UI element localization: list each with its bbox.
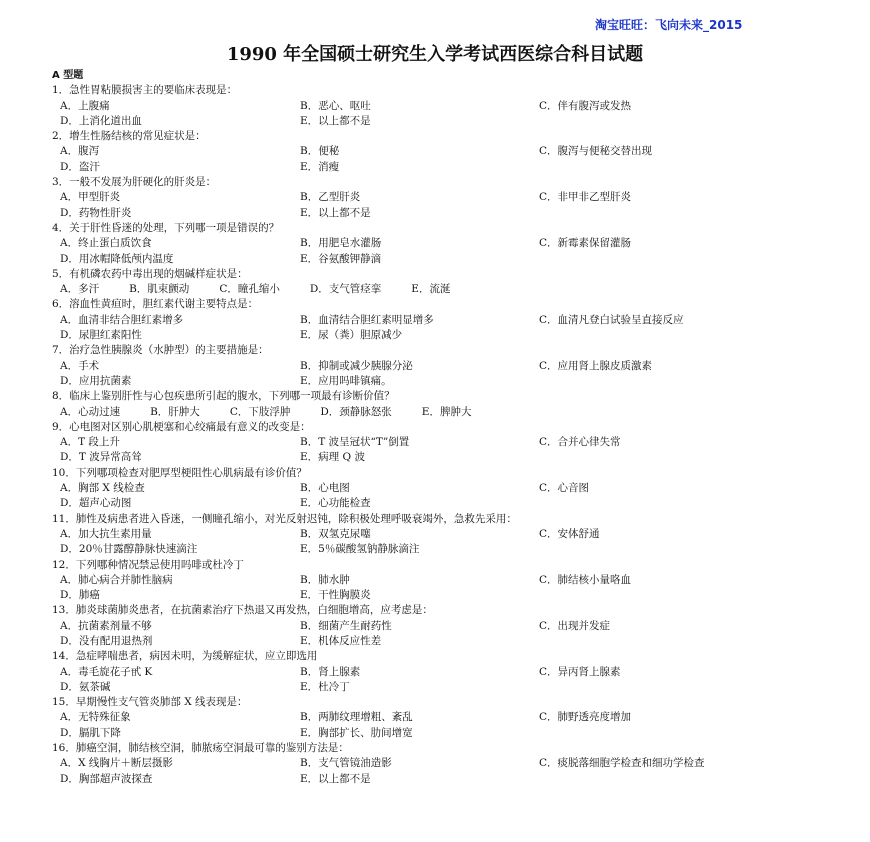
- answer-option: C．痰脱落细胞学检查和细功学检查: [539, 757, 705, 770]
- answer-option: B．用肥皂水灌肠: [300, 237, 382, 250]
- answer-option: D．肺癌: [60, 589, 100, 602]
- answer-option: E．以上都不是: [300, 114, 371, 127]
- answer-option: C．伴有腹泻或发热: [539, 99, 632, 112]
- question-stem: 2．增生性肠结核的常见症状是：: [52, 130, 206, 143]
- answer-option: B．恶心、呕吐: [300, 99, 371, 112]
- answer-option: D．胸部超声波探查: [60, 772, 153, 785]
- answer-option: C．新霉素保留灌肠: [539, 237, 632, 250]
- answer-option: D．盗汗: [60, 160, 100, 173]
- question-stem: 14．急症哮喘患者，病因未明，为缓解症状，应立即选用: [52, 650, 318, 663]
- page-title: 1990 年全国硕士研究生入学考试西医综合科目试题: [226, 44, 644, 65]
- answer-option: A．抗菌素剂量不够: [60, 619, 152, 632]
- option-row: [52, 619, 852, 634]
- option-row: [52, 252, 852, 267]
- option-row: [52, 527, 852, 542]
- option-row: [52, 680, 852, 695]
- answer-option: D．超声心动图: [60, 497, 132, 510]
- answer-option: C．血清凡登白试验呈直接反应: [539, 313, 684, 326]
- answer-option: B．肺水肿: [300, 573, 350, 586]
- answer-option: E．流涎: [411, 283, 451, 296]
- answer-option: E．脾肿大: [421, 405, 472, 418]
- answer-option: E．胸部扩长、肋间增宽: [300, 726, 413, 739]
- option-row: [52, 634, 852, 649]
- option-row: [52, 144, 852, 159]
- answer-option: A．毒毛旋花子甙 K: [60, 665, 153, 678]
- answer-option: A．手术: [60, 359, 100, 372]
- answer-option: C．肺结核小量咯血: [539, 573, 632, 586]
- answer-option: B．乙型肝炎: [300, 191, 361, 204]
- answer-option: B．两肺纹理增粗、紊乱: [300, 711, 413, 724]
- answer-option: D．药物性肝炎: [60, 206, 132, 219]
- answer-option: E．谷氨酸钾静滴: [300, 252, 382, 265]
- option-row: [52, 573, 852, 588]
- answer-option: A．上腹痛: [60, 99, 110, 112]
- option-row: [52, 496, 852, 511]
- option-row: [52, 114, 852, 129]
- answer-option: E．干性胸膜炎: [300, 589, 371, 602]
- answer-option: A．肺心病合并肺性脑病: [60, 573, 173, 586]
- option-row: [52, 665, 852, 680]
- answer-option: B．心电图: [300, 482, 350, 495]
- option-row: [52, 313, 852, 328]
- answer-option: C．应用肾上腺皮质激素: [539, 359, 653, 372]
- answer-option: C．合并心律失常: [539, 436, 621, 449]
- question-stem: 13．肺炎球菌肺炎患者，在抗菌素治疗下热退又再发热，白细胞增高，应考虑是：: [52, 604, 433, 617]
- answer-option: D．尿胆红素阳性: [60, 329, 142, 342]
- answer-option: D．20％甘露醇静脉快速滴注: [60, 543, 198, 556]
- question-list: [52, 68, 852, 787]
- section-heading: A 型题: [52, 70, 84, 81]
- answer-option: E．5％碳酸氢钠静脉滴注: [300, 543, 420, 556]
- answer-option: A．甲型肝炎: [60, 191, 121, 204]
- answer-option: A．血清非结合胆红素增多: [60, 313, 184, 326]
- answer-option: C．瞳孔缩小: [219, 283, 280, 296]
- answer-option: E．以上都不是: [300, 772, 371, 785]
- answer-option: B．肝肿大: [150, 405, 200, 418]
- option-row: [52, 450, 852, 465]
- answer-option: A．无特殊征象: [60, 711, 131, 724]
- answer-option: A．胸部 X 线检查: [60, 482, 145, 495]
- answer-option: D．颈静脉怒张: [320, 405, 392, 418]
- question-stem: 7．治疗急性胰腺炎（水肿型）的主要措施是：: [52, 344, 269, 357]
- answer-option: C．下肢浮肿: [229, 405, 291, 418]
- question-stem: 1．急性胃粘膜损害主的要临床表现是：: [52, 84, 238, 97]
- option-row: [52, 588, 852, 603]
- answer-option: D．支气管痉挛: [309, 283, 382, 296]
- answer-option: D．氨茶碱: [60, 680, 111, 693]
- question-stem: 10．下列哪项检查对肥厚型梗阻性心肌病最有诊价值？: [52, 466, 307, 479]
- answer-option: D．上消化道出血: [60, 114, 142, 127]
- answer-option: A．心动过速: [60, 405, 121, 418]
- answer-option: E．应用吗啡镇痛。: [300, 374, 392, 387]
- question-stem: 15．早期慢性支气管炎肺部 X 线表现是：: [52, 696, 248, 709]
- option-row: [52, 710, 852, 725]
- answer-option: E．尿（粪）胆原减少: [300, 329, 403, 342]
- question-stem: 11．肺性及病患者进入昏迷，一侧瞳孔缩小，对光反射迟钝，除积极处理呼吸衰竭外，急救先采用：: [52, 512, 517, 525]
- answer-option: E．病理 Q 波: [300, 451, 365, 464]
- answer-option: A．终止蛋白质饮食: [60, 237, 152, 250]
- question-stem: 12．下列哪种情况禁忌使用吗啡或杜冷丁: [52, 558, 244, 571]
- answer-option: C．非甲非乙型肝炎: [539, 191, 632, 204]
- question-stem: 16．肺癌空洞，肺结核空洞，肺脓疡空洞最可靠的鉴别方法是：: [52, 742, 349, 755]
- option-row: [52, 481, 852, 496]
- answer-option: A．加大抗生素用量: [60, 527, 152, 540]
- answer-option: B．血清结合胆红素明显增多: [300, 313, 434, 326]
- option-row: [52, 328, 852, 343]
- answer-option: C．出现并发症: [539, 619, 611, 632]
- answer-option: D．应用抗菌素: [60, 374, 132, 387]
- question-stem: 8．临床上鉴别肝性与心包疾患所引起的腹水，下列哪一项最有诊断价值？: [52, 390, 395, 403]
- answer-option: E．机体反应性差: [300, 634, 382, 647]
- answer-option: E．以上都不是: [300, 206, 371, 219]
- question-stem: 6．溶血性黄疸时，胆红素代谢主要特点是：: [52, 298, 259, 311]
- option-row: [52, 160, 852, 175]
- option-row: [52, 99, 852, 114]
- answer-option: B．肾上腺素: [300, 665, 361, 678]
- answer-option: C．异丙肾上腺素: [539, 665, 621, 678]
- option-row: [52, 236, 852, 251]
- option-row: [52, 282, 852, 297]
- answer-option: C．安体舒通: [539, 527, 600, 540]
- answer-option: B．双氢克尿噻: [300, 527, 371, 540]
- option-row: [52, 405, 852, 420]
- answer-option: D．用冰帽降低颅内温度: [60, 252, 174, 265]
- answer-option: C．腹泻与便秘交替出现: [539, 145, 653, 158]
- option-row: [52, 435, 852, 450]
- watermark-text: 淘宝旺旺：飞向未来_2015: [595, 18, 743, 32]
- answer-option: D．没有配用退热剂: [60, 634, 153, 647]
- option-row: [52, 756, 852, 771]
- option-row: [52, 190, 852, 205]
- option-row: [52, 726, 852, 741]
- option-row: [52, 206, 852, 221]
- question-stem: 4．关于肝性昏迷的处理，下列哪一项是错误的？: [52, 221, 280, 234]
- answer-option: E．消瘦: [300, 160, 340, 173]
- answer-option: A．X 线胸片＋断层摄影: [60, 757, 173, 770]
- answer-option: B．抑制或减少胰腺分泌: [300, 359, 413, 372]
- option-row: [52, 772, 852, 787]
- answer-option: A．腹泻: [60, 145, 100, 158]
- answer-option: C．心音图: [539, 482, 590, 495]
- question-stem: 9．心电图对区别心肌梗塞和心绞痛最有意义的改变是：: [52, 420, 311, 433]
- option-row: [52, 542, 852, 557]
- answer-option: A．多汗: [60, 283, 100, 296]
- answer-option: E．心功能检查: [300, 497, 371, 510]
- option-row: [52, 359, 852, 374]
- answer-option: D．膈肌下降: [60, 726, 121, 739]
- answer-option: A．T 段上升: [60, 436, 120, 449]
- answer-option: C．肺野透亮度增加: [539, 711, 632, 724]
- answer-option: B．细菌产生耐药性: [300, 619, 392, 632]
- answer-option: D．T 波异常高耸: [60, 451, 142, 464]
- option-row: [52, 374, 852, 389]
- answer-option: B．T 波呈冠状“T”倒置: [300, 436, 410, 449]
- question-stem: 3．一般不发展为肝硬化的肝炎是：: [52, 176, 217, 189]
- answer-option: B．肌束颤动: [129, 283, 190, 296]
- question-stem: 5．有机磷农药中毒出现的烟碱样症状是：: [52, 267, 248, 280]
- answer-option: B．便秘: [300, 145, 340, 158]
- answer-option: E．杜冷丁: [300, 680, 350, 693]
- answer-option: B．支气管镜油造影: [300, 757, 392, 770]
